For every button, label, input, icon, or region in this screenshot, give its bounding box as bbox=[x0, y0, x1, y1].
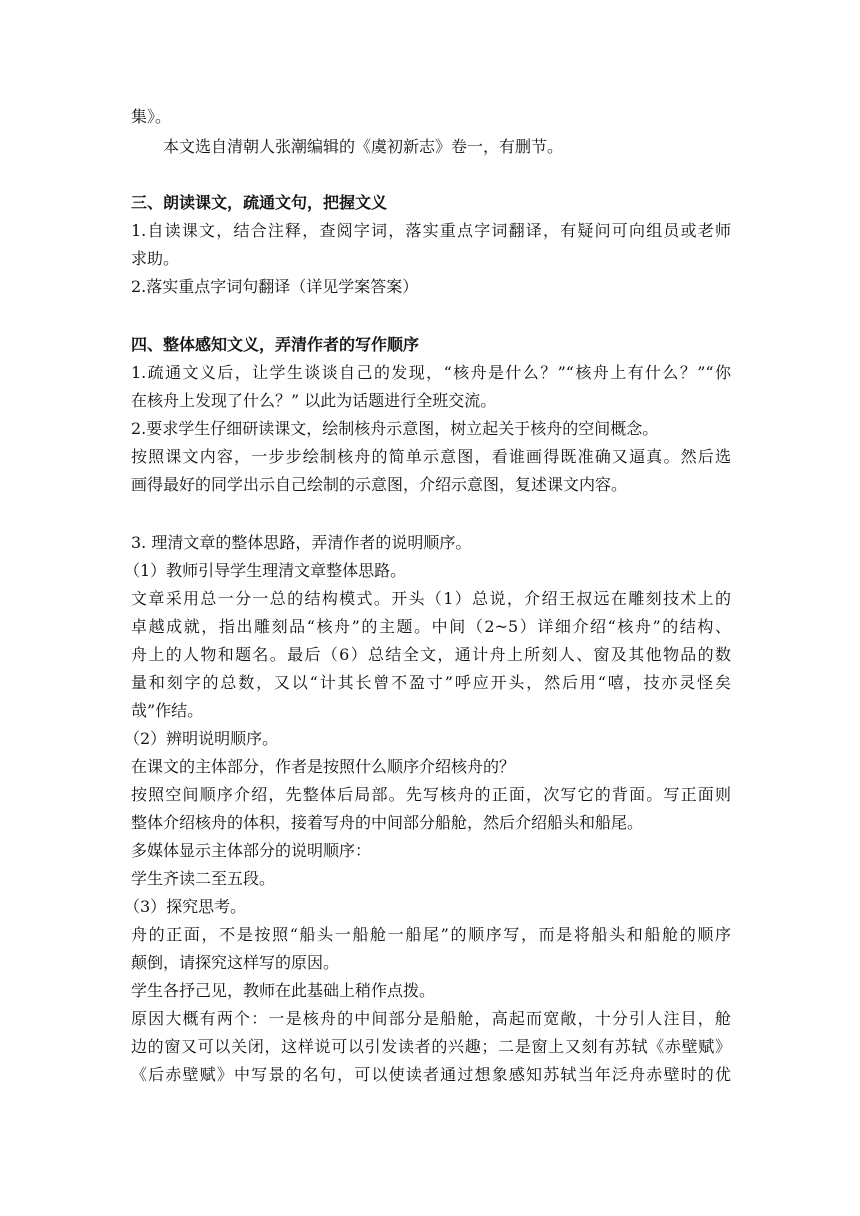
text-line: 按照空间顺序介绍，先整体后局部。先写核舟的正面，次写它的背面。写正面则 bbox=[131, 785, 731, 804]
text-line: 画得最好的同学出示自己绘制的示意图，介绍示意图，复述课文内容。 bbox=[131, 475, 628, 494]
text-line: 整体介绍核舟的体积，接着写舟的中间部分船舱，然后介绍船头和船尾。 bbox=[131, 813, 644, 832]
text-line: （2）辨明说明顺序。 bbox=[124, 729, 279, 748]
text-line: 卓越成就，指出雕刻品“核舟”的主题。中间（2~5）详细介绍“核舟”的结构、 bbox=[131, 617, 731, 636]
text-line: 《后赤壁赋》中写景的名句，可以使读者通过想象感知苏轼当年泛舟赤壁时的优 bbox=[131, 1065, 731, 1084]
text-line: 3. 理清文章的整体思路，弄清作者的说明顺序。 bbox=[131, 533, 472, 552]
text-line: 在核舟上发现了什么？” 以此为话题进行全班交流。 bbox=[131, 391, 497, 410]
text-line: 文章采用总一分一总的结构模式。开头（1）总说，介绍王叔远在雕刻技术上的 bbox=[131, 589, 731, 608]
text-line: 按照课文内容，一步步绘制核舟的简单示意图，看谁画得既准确又逼真。然后选 bbox=[131, 447, 731, 466]
section-heading-3: 三、朗读课文，疏通文句，把握文义 bbox=[131, 193, 388, 212]
text-line: 舟的正面，不是按照“船头一船舱一船尾”的顺序写，而是将船头和船舱的顺序 bbox=[131, 925, 731, 944]
section-heading-4: 四、整体感知文义，弄清作者的写作顺序 bbox=[131, 335, 420, 354]
text-line: 哉”作结。 bbox=[131, 701, 204, 720]
text-line: 在课文的主体部分，作者是按照什么顺序介绍核舟的？ bbox=[131, 757, 516, 776]
text-line: 本文选自清朝人张潮编辑的《虞初新志》卷一，有删节。 bbox=[163, 137, 564, 156]
text-line: 2.要求学生仔细研读课文，绘制核舟示意图，树立起关于核舟的空间概念。 bbox=[131, 419, 659, 438]
text-line: 2.落实重点字词句翻译（详见学案答案） bbox=[131, 277, 419, 296]
text-line: 舟上的人物和题名。最后（6）总结全文，通计舟上所刻人、窗及其他物品的数 bbox=[131, 645, 731, 664]
text-line: 1.疏通文义后，让学生谈谈自己的发现，“核舟是什么？”“核舟上有什么？”“你 bbox=[131, 363, 731, 382]
text-line: 集》。 bbox=[131, 107, 172, 126]
text-line: 学生齐读二至五段。 bbox=[131, 869, 276, 888]
text-line: 1.自读课文，结合注释，查阅字词，落实重点字词翻译，有疑问可向组员或老师 bbox=[131, 221, 731, 240]
text-line: 多媒体显示主体部分的说明顺序： bbox=[131, 841, 372, 860]
text-line: 颠倒，请探究这样写的原因。 bbox=[131, 953, 340, 972]
text-line: 原因大概有两个：一是核舟的中间部分是船舱，高起而宽敞，十分引人注目，舱 bbox=[131, 1009, 731, 1028]
text-line: 量和刻字的总数，又以“计其长曾不盈寸”呼应开头，然后用“嘻，技亦灵怪矣 bbox=[131, 673, 731, 692]
text-line: （1）教师引导学生理清文章整体思路。 bbox=[124, 561, 407, 580]
text-line: 学生各抒己见，教师在此基础上稍作点拨。 bbox=[131, 981, 436, 1000]
text-line: 边的窗又可以关闭，这样说可以引发读者的兴趣；二是窗上又刻有苏轼《赤壁赋》 bbox=[131, 1037, 731, 1056]
text-line: 求助。 bbox=[131, 249, 180, 268]
text-line: （3）探究思考。 bbox=[124, 897, 247, 916]
